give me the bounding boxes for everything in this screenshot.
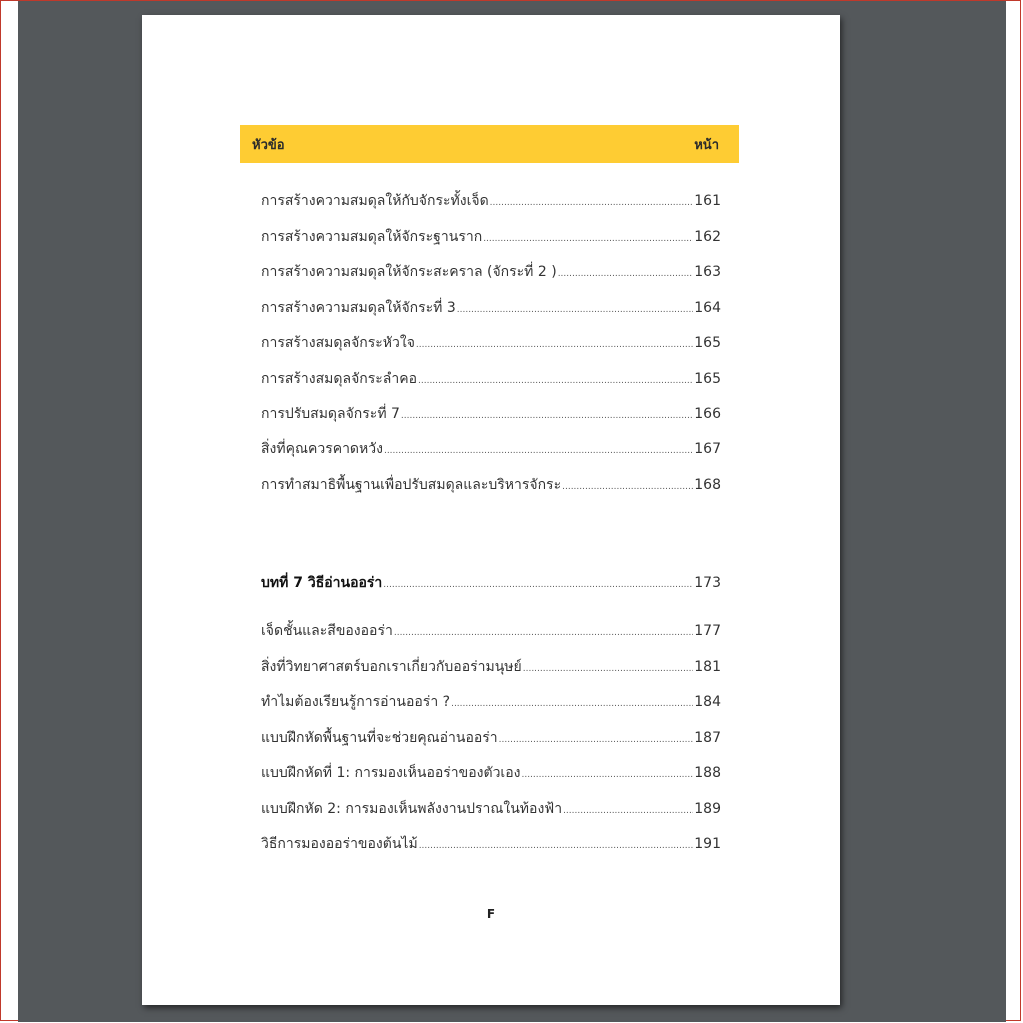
toc-entry-page: 191 (694, 836, 721, 852)
toc-entry-label: การสร้างสมดุลจักระหัวใจ (261, 335, 415, 351)
toc-entry[interactable] (261, 727, 721, 749)
toc-header-page: หน้า (694, 137, 719, 153)
toc-entry[interactable] (261, 190, 721, 212)
toc-entry-label: วิธีการมองออร่าของต้นไม้ (261, 836, 418, 852)
toc-entry[interactable] (261, 691, 721, 713)
toc-leader-dots (490, 198, 694, 208)
document-page (142, 15, 840, 1005)
toc-leader-dots (499, 735, 694, 745)
toc-entry-page: 166 (694, 406, 721, 422)
toc-entry-page: 162 (694, 229, 721, 245)
toc-leader-dots (483, 234, 693, 244)
toc-entry-label: การสร้างความสมดุลให้จักระที่ 3 (261, 300, 456, 316)
toc-entry[interactable] (261, 403, 721, 425)
toc-entry[interactable] (261, 261, 721, 283)
toc-entry[interactable] (261, 368, 721, 390)
toc-entry-page: 161 (694, 193, 721, 209)
toc-leader-dots (523, 664, 694, 674)
toc-leader-dots (563, 806, 693, 816)
toc-chapter-entry[interactable] (261, 572, 721, 594)
toc-leader-dots (418, 376, 693, 386)
toc-entry-page: 164 (694, 300, 721, 316)
toc-entry-label: การสร้างความสมดุลให้จักระสะคราล (จักระที่ 2 ) (261, 264, 557, 280)
toc-entry-label: สิ่งที่คุณควรคาดหวัง (261, 441, 383, 457)
toc-entry[interactable] (261, 332, 721, 354)
toc-leader-dots (451, 699, 693, 709)
toc-entry-page: 184 (694, 694, 721, 710)
toc-entry-page: 163 (694, 264, 721, 280)
toc-leader-dots (383, 580, 693, 590)
toc-chapter-label: บทที่ 7 วิธีอ่านออร่า (261, 575, 383, 591)
toc-leader-dots (416, 340, 693, 350)
toc-entry[interactable] (261, 656, 721, 678)
toc-entry[interactable] (261, 798, 721, 820)
toc-entry[interactable] (261, 438, 721, 460)
toc-entry-label: ทำไมต้องเรียนรู้การอ่านออร่า ? (261, 694, 451, 710)
toc-entry-label: เจ็ดชั้นและสีของออร่า (261, 623, 393, 639)
toc-leader-dots (419, 841, 694, 851)
toc-leader-dots (384, 446, 693, 456)
toc-entry[interactable] (261, 297, 721, 319)
toc-entry-page: 165 (694, 371, 721, 387)
toc-entry-label: การสร้างความสมดุลให้กับจักระทั้งเจ็ด (261, 193, 489, 209)
toc-entry-label: แบบฝึกหัดที่ 1: การมองเห็นออร่าของตัวเอง (261, 765, 521, 781)
toc-entry-page: 168 (694, 477, 721, 493)
toc-entry-page: 189 (694, 801, 721, 817)
toc-leader-dots (562, 482, 693, 492)
toc-header-title: หัวข้อ (252, 137, 285, 153)
toc-entry-label: การปรับสมดุลจักระที่ 7 (261, 406, 400, 422)
toc-entry-label: การสร้างความสมดุลให้จักระฐานราก (261, 229, 483, 245)
toc-entry-label: แบบฝึกหัด 2: การมองเห็นพลังงานปราณในท้องฟ้า (261, 801, 563, 817)
toc-leader-dots (394, 628, 693, 638)
toc-entry-page: 177 (694, 623, 721, 639)
toc-entry-label: แบบฝึกหัดพื้นฐานที่จะช่วยคุณอ่านออร่า (261, 730, 498, 746)
toc-entry-page: 165 (694, 335, 721, 351)
toc-leader-dots (558, 269, 694, 279)
toc-entry-label: การสร้างสมดุลจักระลำคอ (261, 371, 417, 387)
toc-leader-dots (401, 411, 693, 421)
toc-entry-page: 187 (694, 730, 721, 746)
toc-entry[interactable] (261, 833, 721, 855)
toc-entry-page: 181 (694, 659, 721, 675)
toc-header-bar (240, 125, 739, 163)
page-footer-letter: F (486, 907, 496, 921)
toc-entry[interactable] (261, 226, 721, 248)
toc-entry-label: สิ่งที่วิทยาศาสตร์บอกเราเกี่ยวกับออร่ามนุษย์ (261, 659, 522, 675)
toc-leader-dots (457, 305, 694, 315)
toc-leader-dots (521, 770, 693, 780)
document-viewer (18, 1, 1006, 1022)
toc-entry-page: 167 (694, 441, 721, 457)
toc-entry[interactable] (261, 474, 721, 496)
toc-chapter-page: 173 (694, 575, 721, 591)
toc-entry-page: 188 (694, 765, 721, 781)
toc-entry[interactable] (261, 762, 721, 784)
toc-entry-label: การทำสมาธิพื้นฐานเพื่อปรับสมดุลและบริหารจักระ (261, 477, 562, 493)
toc-entry[interactable] (261, 620, 721, 642)
